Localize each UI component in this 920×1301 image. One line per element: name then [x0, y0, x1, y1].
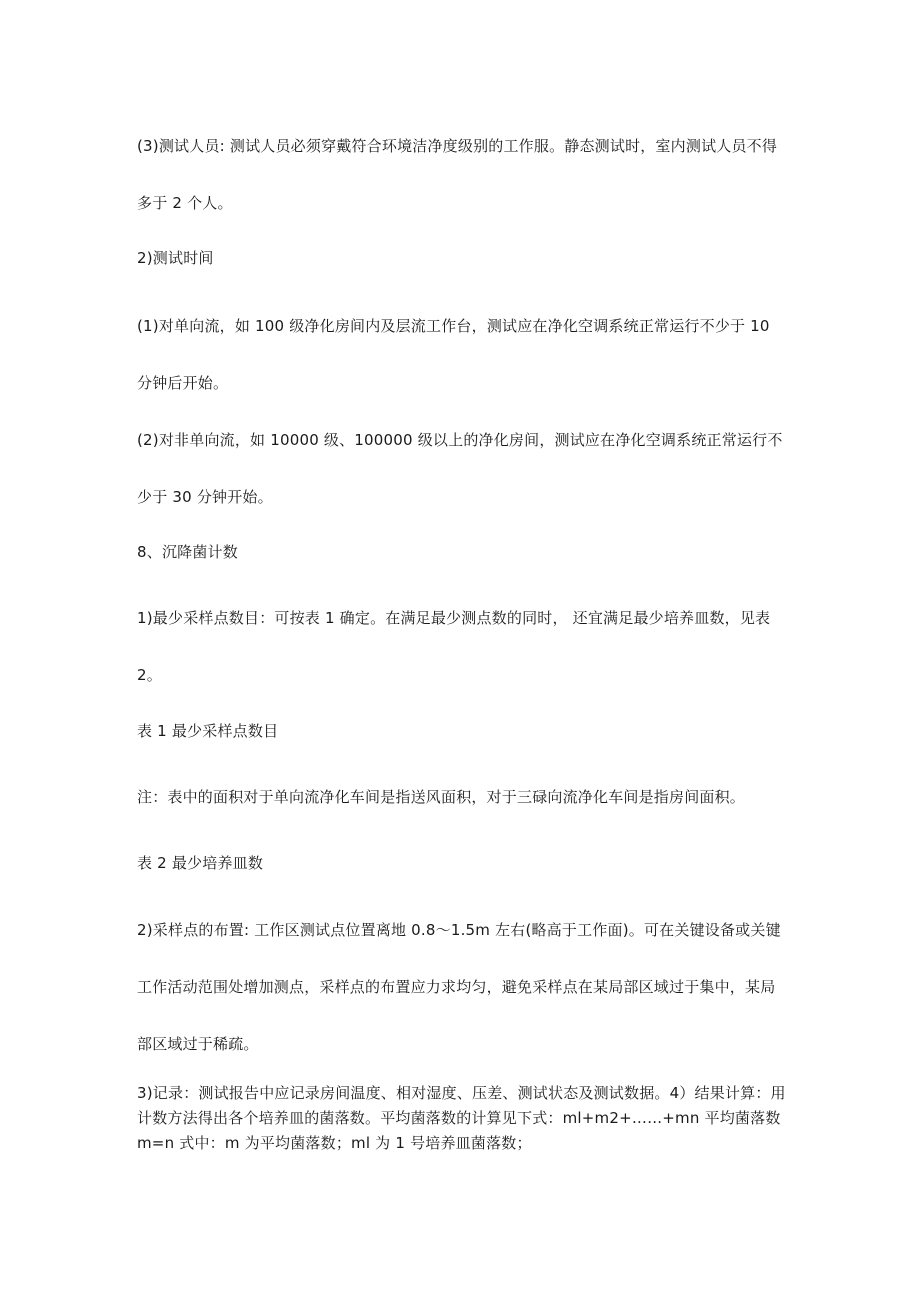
table-note: 注：表中的面积对于单向流净化车间是指送风面积，对于三碌向流净化车间是指房间面积。 — [137, 788, 746, 806]
heading-settling-bacteria-count: 8、沉降菌计数 — [137, 543, 238, 561]
paragraph-min-sampling-points: 1)最少采样点数目：可按表 1 确定。在满足最少测点数的同时， 还宜满足最少培养皿数，见表 2。 — [137, 609, 771, 684]
paragraph-unidirectional-flow: (1)对单向流，如 100 级净化房间内及层流工作台，测试应在净化空调系统正常运行不少于 10 分钟后开始。 — [137, 317, 770, 392]
paragraph-records-and-calculation: 3)记录：测试报告中应记录房间温度、相对湿度、压差、测试状态及测试数据。4）结果计算：用计数方法得出各个培养皿的菌落数。平均菌落数的计算见下式：ml+m2+……+mn 平均菌落数 m=n 式中：m 为平均菌落数；ml 为 1 号培养皿菌落数； — [137, 1084, 786, 1152]
paragraph-sampling-layout: 2)采样点的布置: 工作区测试点位置离地 0.8～1.5m 左右(略高于工作面)。可在关键设备或关键工作活动范围处增加测点，采样点的布置应力求均匀，避免采样点在某局部区域过于集中，某局部区域过于稀疏。 — [137, 921, 781, 1053]
paragraph-test-personnel: (3)测试人员: 测试人员必须穿戴符合环境洁净度级别的工作服。静态测试时，室内测试人员不得多于 2 个人。 — [137, 137, 778, 212]
caption-table-2: 表 2 最少培养皿数 — [137, 854, 264, 872]
paragraph-non-unidirectional-flow: (2)对非单向流，如 10000 级、100000 级以上的净化房间，测试应在净化空调系统正常运行不少于 30 分钟开始。 — [137, 431, 783, 506]
heading-test-time: 2)测试时间 — [137, 249, 214, 267]
caption-table-1: 表 1 最少采样点数目 — [137, 722, 279, 740]
